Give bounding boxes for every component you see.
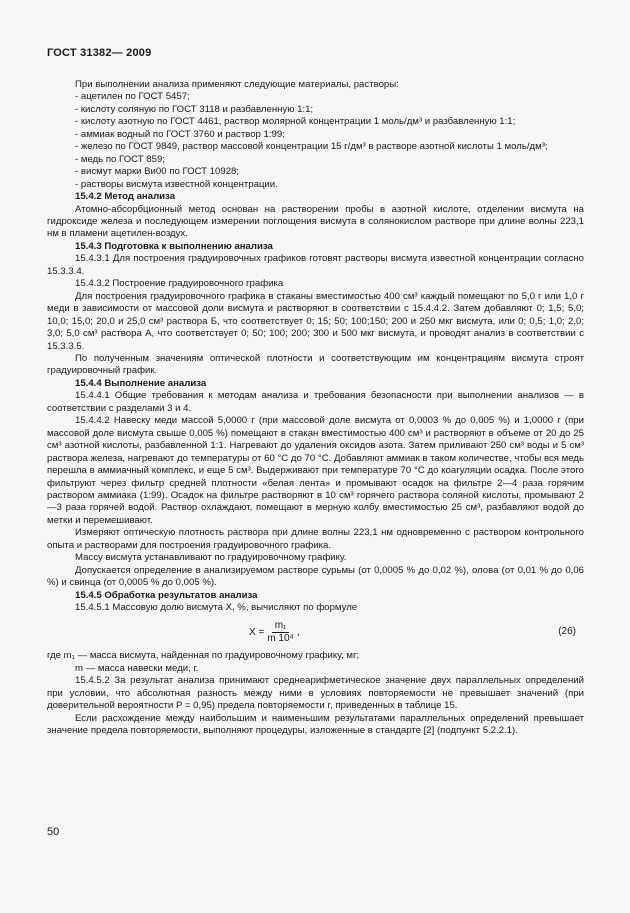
list-item: - кислоту азотную по ГОСТ 4461, раствор молярной концентрации 1 моль/дм³ и разбавленную 1:1; (75, 116, 516, 128)
paragraph: Если расхождение между наибольшим и наименьшим результатами параллельных определений превышает значение предела повторяемости, выполняют процедуры, изложенные в стандарте [2] (подпункт 5.2.2.1). (47, 712, 584, 737)
formula-number: (26) (558, 626, 576, 638)
section-heading: 15.4.2 Метод анализа (75, 191, 176, 203)
paragraph: По полученным значениям оптической плотности и соответствующим им концентрациям висмута строят градуировочный график. (47, 352, 584, 377)
list-item: - растворы висмута известной концентрации. (75, 178, 278, 190)
paragraph: Атомно-абсорбционный метод основан на растворении пробы в азотной кислоте, отделении висмута на гидроксиде железа и последующем измерении поглощения висмута в солянокислом растворе при длине волны 223,1 нм в пламени ацетилен-воздух. (47, 203, 584, 240)
paragraph: 15.4.5.1 Массовую долю висмута X, %, вычисляют по формуле (75, 602, 358, 614)
paragraph: 15.4.3.1 Для построения градуировочных графиков готовят растворы висмута известной концентрации согласно 15.3.3.4. (47, 253, 584, 277)
list-item: - медь по ГОСТ 859; (75, 153, 165, 165)
section-heading: 15.4.3 Подготовка к выполнению анализа (75, 240, 273, 252)
list-item: - висмут марки Ви00 по ГОСТ 10928; (75, 166, 240, 178)
section-heading: 15.4.4 Выполнение анализа (75, 377, 207, 389)
list-item: - ацетилен по ГОСТ 5457; (75, 91, 190, 103)
formula-expression (249, 620, 300, 645)
formula-26 (47, 614, 584, 650)
document-header: ГОСТ 31382— 2009 (47, 47, 152, 59)
formula-lhs: X = (249, 626, 265, 638)
where-line: m — масса навески меди, г. (75, 662, 199, 674)
paragraph: При выполнении анализа применяют следующие материалы, растворы: (75, 79, 399, 90)
paragraph: Измеряют оптическую плотность раствора при длине волны 223,1 нм одновременно с раствором контрольного опыта и растворами для построения градуировочного графика. (47, 527, 584, 551)
document-body (47, 79, 584, 738)
list-item: - аммиак водный по ГОСТ 3760 и раствор 1:99; (75, 128, 285, 140)
paragraph: 15.4.3.2 Построение градуировочного графика (75, 278, 284, 290)
formula-denominator: m 10⁴ (267, 633, 294, 645)
paragraph: Массу висмута устанавливают по градуировочному графику. (75, 552, 347, 564)
paragraph: 15.4.5.2 За результат анализа принимают среднеарифметическое значение двух параллельных определений при условии, что абсолютная разность между ними в условиях повторяемости не превышает значений (при доверительной вероятности P = 0,95) предела повторяемости r, приведенных в таблице 15. (47, 675, 584, 712)
page-number: 50 (47, 826, 60, 838)
paragraph: Для построения градуировочного графика в стаканы вместимостью 400 см³ каждый помещают по 5,0 г или 1,0 г меди в зависимости от массовой доли висмута и растворяют в соответствии с 15.4.4.2. Затем добавляют 0; 1,5; 5,0; 10,0; 15,0; 20,0 и 25,0 см³ раствора Б, что соответствует 0; 15; 50; 100;150; 200 и 250 мкг висмута, или 0; 0,5; 1,0; 2,0; 3,0; 5,0 см³ раствора А, что соответствует 0; 50; 100; 200; 300 и 500 мкг висмута, и проводят анализ в соответствии с 15.3.3.5. (47, 290, 584, 352)
paragraph: 15.4.4.1 Общие требования к методам анализа и требования безопасности при выполнении анализов — в соответствии с разделами 3 и 4. (47, 390, 584, 414)
formula-tail: , (296, 626, 300, 638)
section-heading: 15.4.5 Обработка результатов анализа (75, 589, 258, 601)
list-item: - железо по ГОСТ 9849, раствор массовой концентрации 15 г/дм³ в растворе азотной кислоты 1 моль/дм³; (75, 141, 548, 153)
paragraph: Допускается определение в анализируемом растворе сурьмы (от 0,0005 % до 0,02 %), олова (от 0,01 % до 0,06 %) и свинца (от 0,0005 % до 0,005 %). (47, 564, 584, 589)
formula-fraction (267, 620, 294, 645)
formula-numerator: m₁ (272, 620, 290, 633)
list-item: - кислоту соляную по ГОСТ 3118 и разбавленную 1:1; (75, 103, 314, 115)
where-line: где m₁ — масса висмута, найденная по градуировочному графику, мг; (47, 650, 360, 662)
paragraph: 15.4.4.2 Навеску меди массой 5,0000 г (при массовой доле висмута от 0,0003 % до 0,005 %) и 1,0000 г (при массовой доле висмута свыше 0,005 %) помещают в стакан вместимостью 400 см³ и растворяют в объеме от 20 до 25 см³ азотной кислоты, разбавленной 1:1. Нагревают до удаления оксидов азота. Затем приливают 250 см³ воды и 5 см³ раствора железа, нагревают до температуры от 60 °С до 70 °С. Добавляют аммиак в таком количестве, чтобы вся медь перешла в аммиачный комплекс, и еще 5 см³. Выдерживают при температуре 70 °С до коагуляции осадка. После этого фильтруют через фильтр средней плотности «белая лента» и промывают осадок на фильтре 2—4 раза горячим раствором аммиака (1:99). Осадок на фильтре растворяют в 10 см³ горячего раствора соляной кислоты, промывают 2—3 раза горячей водой. Раствор охлаждают, помещают в мерную колбу вместимостью 25 см³, разбавляют водой до метки и перемешивают. (47, 415, 584, 526)
